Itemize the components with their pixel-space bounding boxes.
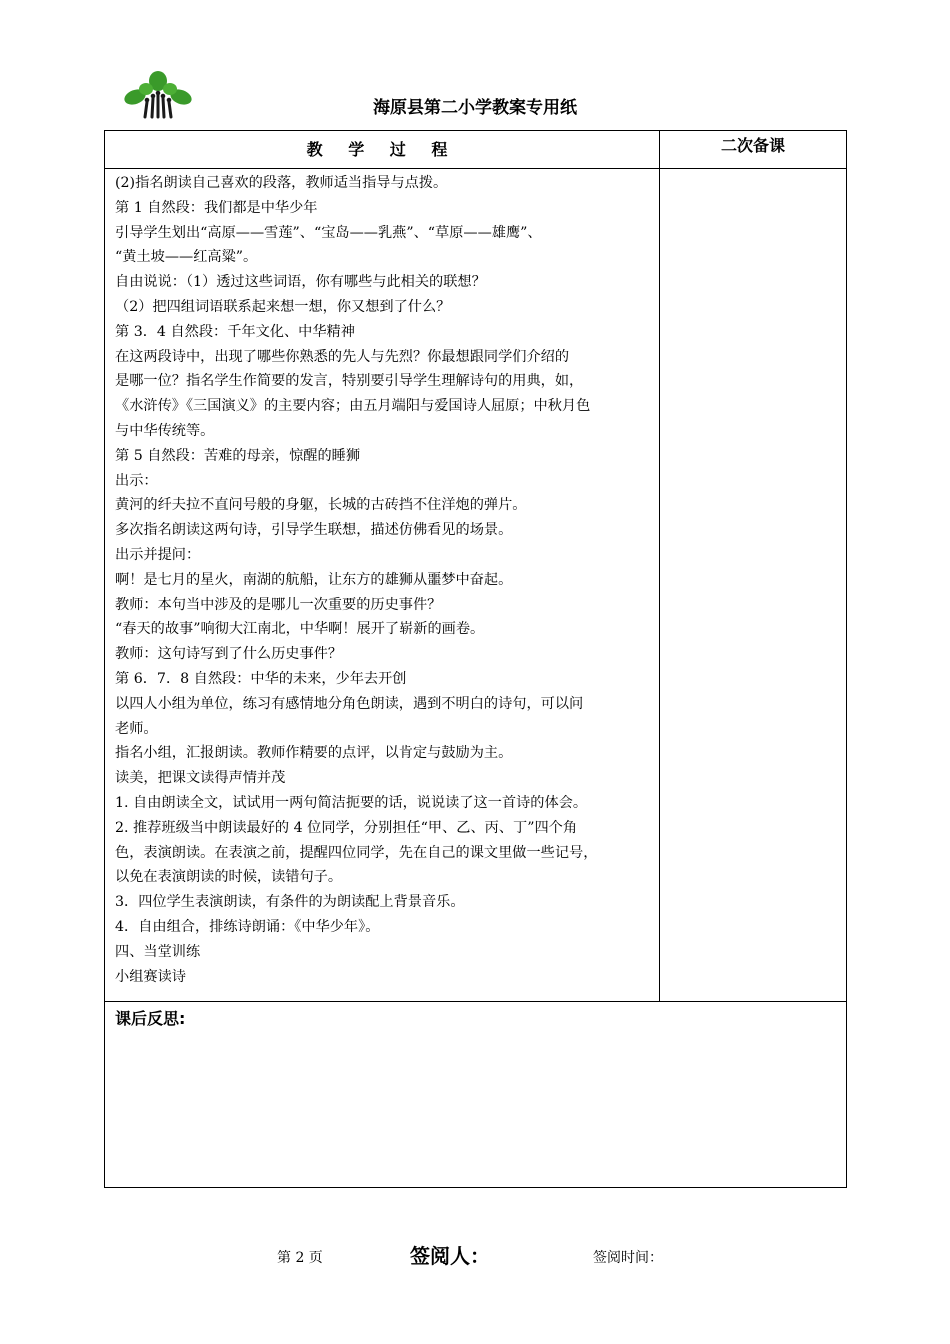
signer-label: 签阅人：	[410, 1244, 490, 1268]
reflection-row-divider	[105, 1001, 846, 1002]
content-line: 2. 推荐班级当中朗读最好的 4 位同学，分别担任“甲、乙、丙、丁”四个角	[115, 819, 578, 836]
content-line: 黄河的纤夫拉不直问号般的身躯，长城的古砖挡不住洋炮的弹片。	[115, 497, 527, 514]
content-line: 读美，把课文读得声情并茂	[115, 770, 286, 787]
content-line: 多次指名朗读这两句诗，引导学生联想，描述仿佛看见的场景。	[115, 522, 513, 539]
content-line: 第 6．7．8 自然段：中华的未来，少年去开创	[115, 670, 407, 687]
page-number: 第 2 页	[277, 1250, 323, 1266]
content-line: 啊！是七月的星火，南湖的航船，让东方的雄狮从噩梦中奋起。	[115, 571, 513, 588]
content-line: 在这两段诗中，出现了哪些你熟悉的先人与先烈？你最想跟同学们介绍的	[115, 348, 570, 365]
content-line: 引导学生划出“高原——雪莲”、“宝岛——乳燕”、“草原——雄鹰”、	[115, 224, 542, 241]
content-line: 第 3．4 自然段：千年文化、中华精神	[115, 323, 355, 340]
content-line: “黄土坡——红高粱”。	[115, 249, 258, 266]
content-line: 3．四位学生表演朗读，有条件的为朗读配上背景音乐。	[115, 894, 465, 911]
content-line: 出示并提问：	[115, 546, 201, 563]
content-line: 出示：	[115, 472, 158, 489]
content-line: 教师：这句诗写到了什么历史事件？	[115, 646, 343, 663]
content-line: （2）把四组词语联系起来想一想，你又想到了什么？	[115, 298, 451, 315]
content-line: 《水浒传》《三国演义》的主要内容；由五月端阳与爱国诗人屈原；中秋月色	[115, 398, 591, 415]
content-line: 小组赛读诗	[115, 968, 186, 985]
content-line: 以免在表演朗读的时候，读错句子。	[115, 869, 343, 886]
content-line: “春天的故事”响彻大江南北，中华啊！展开了崭新的画卷。	[115, 621, 485, 638]
school-title: 海原县第二小学教案专用纸	[373, 98, 577, 118]
teaching-process-content	[115, 171, 655, 989]
content-line: 以四人小组为单位，练习有感情地分角色朗读，遇到不明白的诗句，可以问	[115, 695, 584, 712]
content-line: 4．自由组合，排练诗朗诵：《中华少年》。	[115, 918, 380, 935]
header-row-divider	[105, 168, 846, 169]
content-line: 色，表演朗读。在表演之前，提醒四位同学，先在自己的课文里做一些记号，	[115, 844, 598, 861]
content-line: 自由说说：（1）透过这些词语，你有哪些与此相关的联想？	[115, 274, 486, 291]
second-preparation-header: 二次备课	[720, 136, 785, 155]
lesson-plan-table	[104, 130, 847, 1188]
sign-time-label: 签阅时间：	[593, 1250, 663, 1266]
post-class-reflection-label: 课后反思:	[115, 1009, 186, 1028]
content-line: 第 1 自然段：我们都是中华少年	[115, 199, 318, 216]
content-line: 指名小组，汇报朗读。教师作精要的点评，以肯定与鼓励为主。	[115, 745, 513, 762]
content-line: 教师：本句当中涉及的是哪儿一次重要的历史事件？	[115, 596, 442, 613]
content-line: (2)指名朗读自己喜欢的段落，教师适当指导与点拨。	[115, 175, 448, 191]
content-line: 1. 自由朗读全文，试试用一两句简洁扼要的话，说说读了这一首诗的体会。	[115, 794, 588, 811]
teaching-process-header: 教 学 过 程	[306, 140, 458, 159]
content-line: 四、当堂训练	[115, 943, 201, 960]
content-line: 老师。	[115, 720, 158, 737]
column-divider	[659, 131, 660, 1001]
content-line: 与中华传统等。	[115, 422, 215, 439]
content-line: 是哪一位？指名学生作简要的发言，特别要引导学生理解诗句的用典，如，	[115, 373, 584, 390]
content-line: 第 5 自然段：苦难的母亲，惊醒的睡狮	[115, 447, 361, 464]
